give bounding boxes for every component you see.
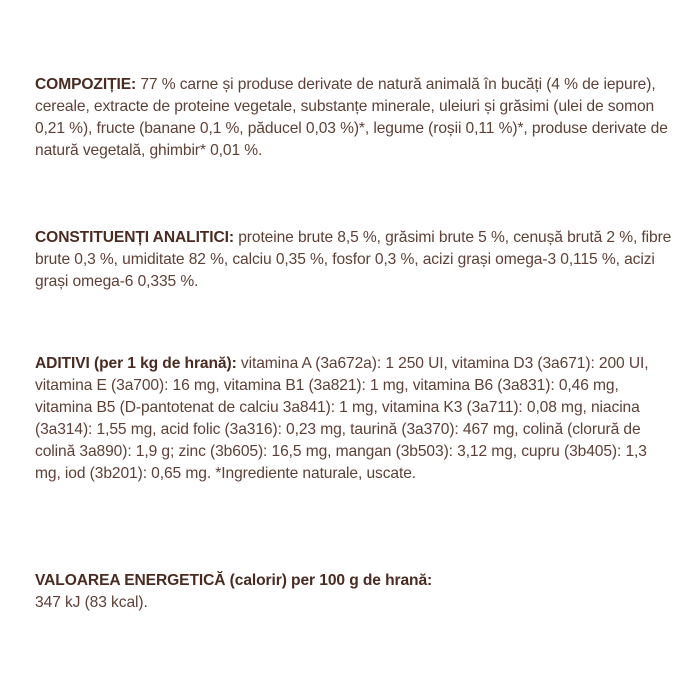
composition-section — [35, 74, 675, 162]
additives-section — [35, 353, 675, 485]
composition-heading: COMPOZIȚIE: — [35, 76, 137, 93]
additives-text: vitamina A (3a672a): 1 250 UI, vitamina D3 (3a671): 200 UI, vitamina E (3a700): 16 mg, vitamina B1 (3a821): 1 mg, vitamina B6 (3a831): 0,46 mg, vitamina B5 (D-pantotenat de calciu 3a841): 1 mg, vitamina K3 (3a711): 0,08 mg, niacina (3a314): 1,55 mg, acid folic (3a316): 0,23 mg, taurină (3a370): 467 mg, colină (clorură de colină 3a890): 1,9 g; zinc (3b605): 16,5 mg, mangan (3b503): 3,12 mg, cupru (3b405): 1,3 mg, iod (3b201): 0,65 mg. *Ingrediente naturale, uscate. — [35, 355, 649, 482]
composition-text: 77 % carne și produse derivate de natură animală în bucăți (4 % de iepure), cereale, extracte de proteine vegetale, substanțe minerale, uleiuri și grăsimi (ulei de somon 0,21 %), fructe (banane 0,1 %, păducel 0,03 %)*, legume (roșii 0,11 %)*, produse derivate de natură vegetală, ghimbir* 0,01 %. — [35, 76, 668, 159]
energy-value-text: 347 kJ (83 kcal). — [35, 594, 148, 611]
analytical-constituents-text: proteine brute 8,5 %, grăsimi brute 5 %, cenușă brută 2 %, fibre brute 0,3 %, umiditate 82 %, calciu 0,35 %, fosfor 0,3 %, acizi grași omega-3 0,115 %, acizi grași omega-6 0,335 %. — [35, 229, 672, 290]
additives-heading: ADITIVI (per 1 kg de hrană): — [35, 355, 237, 372]
energy-value-section — [35, 570, 675, 614]
energy-value-heading: VALOAREA ENERGETICĂ (calorir) per 100 g de hrană: — [35, 572, 433, 589]
analytical-constituents-section — [35, 227, 675, 293]
analytical-constituents-heading: CONSTITUENȚI ANALITICI: — [35, 229, 234, 246]
